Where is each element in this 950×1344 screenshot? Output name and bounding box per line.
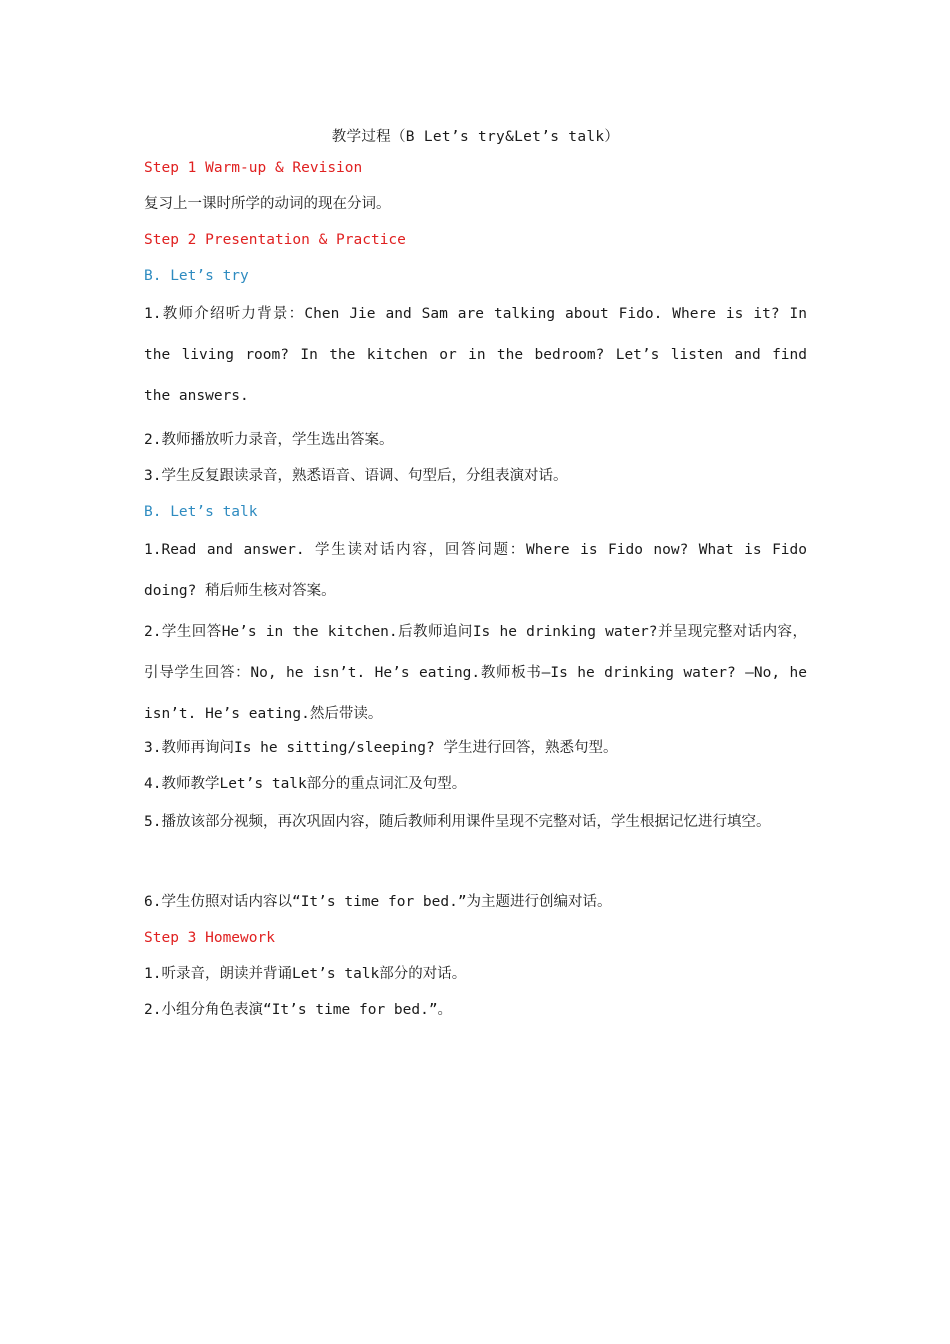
talk-item-1: 1.Read and answer. 学生读对话内容，回答问题：Where is Fido now? What is Fido doing? 稍后师生核对答案。 [144, 542, 807, 599]
homework-item-2: 2.小组分角色表演“It’s time for bed.”。 [144, 1002, 453, 1018]
lets-try-heading: B. Let’s try [144, 268, 249, 284]
homework-item-1: 1.听录音，朗读并背诵Let’s talk部分的对话。 [144, 966, 467, 982]
step1-heading: Step 1 Warm-up & Revision [144, 160, 363, 176]
talk-item-3: 3.教师再询问Is he sitting/sleeping? 学生进行回答，熟悉句型。 [144, 740, 618, 756]
page-title: 教学过程（B Let’s try&Let’s talk） [331, 129, 620, 145]
lets-talk-heading: B. Let’s talk [144, 504, 258, 520]
lesson-content [144, 124, 807, 1028]
talk-item-5: 5.播放该部分视频，再次巩固内容，随后教师利用课件呈现不完整对话，学生根据记忆进行填空。 [144, 814, 771, 830]
talk-item-4: 4.教师教学Let’s talk部分的重点词汇及句型。 [144, 776, 467, 792]
step1-text: 复习上一课时所学的动词的现在分词。 [144, 196, 391, 212]
try-item-3: 3.学生反复跟读录音，熟悉语音、语调、句型后，分组表演对话。 [144, 468, 568, 484]
talk-item-6: 6.学生仿照对话内容以“It’s time for bed.”为主题进行创编对话。 [144, 894, 612, 910]
step2-heading: Step 2 Presentation & Practice [144, 232, 406, 248]
try-item-1: 1.教师介绍听力背景：Chen Jie and Sam are talking about Fido. Where is it? In the living room? In the kitchen or in the bedroom? Let’s listen and find the answers. [144, 306, 807, 404]
step3-heading: Step 3 Homework [144, 930, 275, 946]
talk-item-2: 2.学生回答He’s in the kitchen.后教师追问Is he drinking water?并呈现完整对话内容，引导学生回答：No, he isn’t. He’s eating.教师板书—Is he drinking water? —No, he isn’t. He’s eating.然后带读。 [144, 624, 807, 722]
try-item-2: 2.教师播放听力录音，学生选出答案。 [144, 432, 394, 448]
